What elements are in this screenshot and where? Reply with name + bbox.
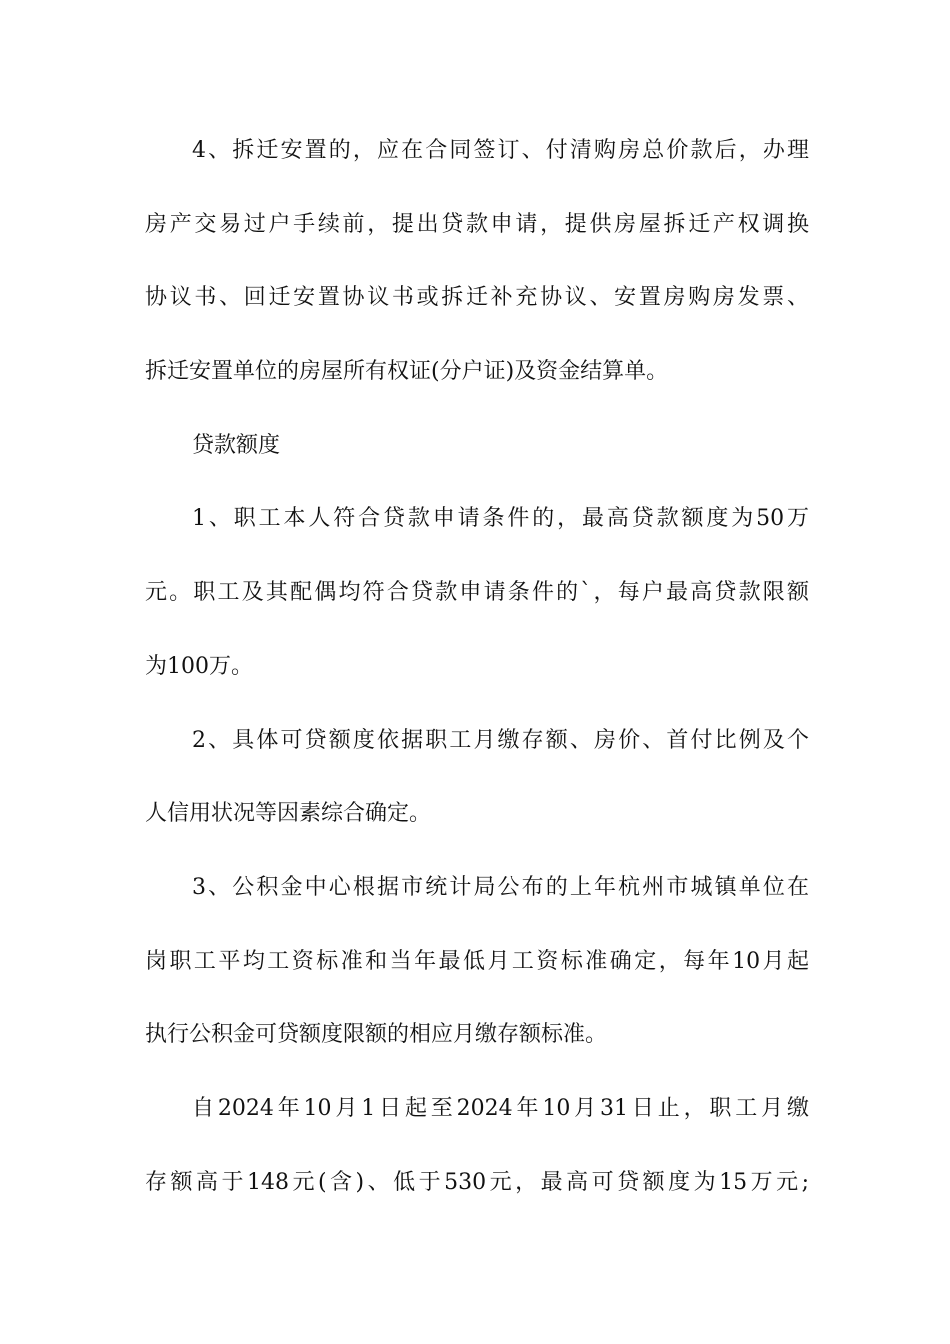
section-heading: 贷款额度: [192, 432, 281, 458]
paragraph-line: 1、职工本人符合贷款申请条件的，最高贷款额度为50万: [192, 506, 809, 532]
paragraph-line: 元。职工及其配偶均符合贷款申请条件的`，每户最高贷款限额: [145, 580, 809, 606]
paragraph-line: 为100万。: [145, 653, 253, 679]
paragraph-line: 协议书、回迁安置协议书或拆迁补充协议、安置房购房发票、: [145, 285, 809, 311]
paragraph-line: 存额高于148元(含)、低于530元，最高可贷额度为15万元;: [145, 1169, 809, 1195]
paragraph-line: 2、具体可贷额度依据职工月缴存额、房价、首付比例及个: [192, 727, 809, 753]
document-body: [145, 126, 809, 1231]
paragraph-line: 房产交易过户手续前，提出贷款申请，提供房屋拆迁产权调换: [145, 211, 809, 237]
paragraph-line: 4、拆迁安置的，应在合同签订、付清购房总价款后，办理: [192, 138, 809, 163]
paragraph-line: 3、公积金中心根据市统计局公布的上年杭州市城镇单位在: [192, 874, 809, 900]
paragraph-line: 执行公积金可贷额度限额的相应月缴存额标准。: [145, 1022, 608, 1048]
paragraph-line: 人信用状况等因素综合确定。: [145, 801, 432, 827]
paragraph-line: 拆迁安置单位的房屋所有权证(分户证)及资金结算单。: [145, 359, 669, 385]
paragraph-line: 岗职工平均工资标准和当年最低月工资标准确定，每年10月起: [145, 948, 809, 974]
paragraph-line: 自2024年10月1日起至2024年10月31日止，职工月缴: [192, 1095, 809, 1121]
